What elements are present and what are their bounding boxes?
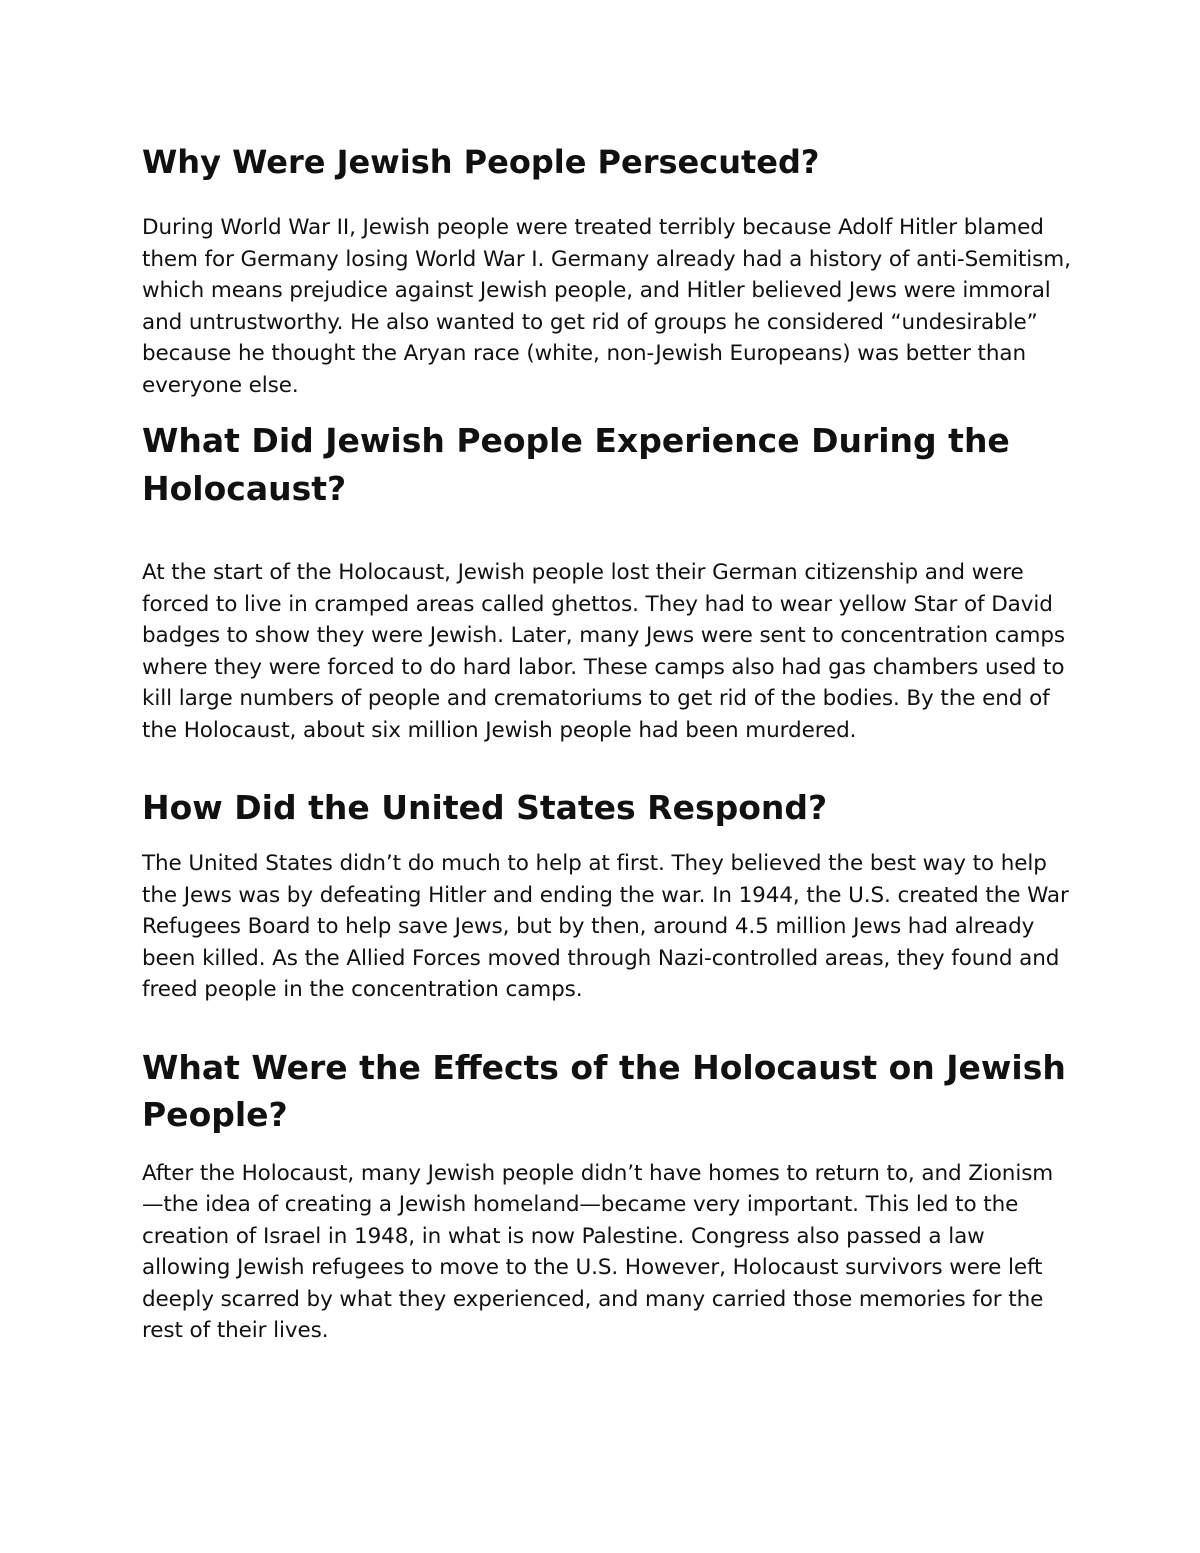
heading-us-response: How Did the United States Respond? bbox=[142, 788, 828, 827]
section-us-response bbox=[142, 786, 1072, 1006]
section-experience bbox=[142, 417, 1072, 746]
document-page bbox=[142, 140, 1072, 1347]
section-persecution bbox=[142, 140, 1072, 401]
paragraph-us-response: The United States didn’t do much to help at first. They believed the best way to help the Jews was by defeating Hitler and ending the war. In 1944, the U.S. created the War Refugees Board to help save Jews, but by then, around 4.5 million Jews had already been killed. As the Allied Forces moved through Nazi-controlled areas, they found and freed people in the concentration camps. bbox=[142, 851, 1069, 1002]
section-effects bbox=[142, 1044, 1072, 1347]
paragraph-experience: At the start of the Holocaust, Jewish people lost their German citizenship and were forced to live in cramped areas called ghettos. They had to wear yellow Star of David badges to show they were Jewish. Later, many Jews were sent to concentration camps where they were forced to do hard labor. These camps also had gas chambers used to kill large numbers of people and crematoriums to get rid of the bodies. By the end of the Holocaust, about six million Jewish people had been murdered. bbox=[142, 560, 1066, 743]
heading-persecution: Why Were Jewish People Persecuted? bbox=[142, 143, 820, 181]
paragraph-persecution: During World War II, Jewish people were treated terribly because Adolf Hitler blamed them for Germany losing World War I. Germany already had a history of anti-Semitism, which means prejudice against Jewish people, and Hitler believed Jews were immoral and untrustworthy. He also wanted to get rid of groups he considered “undesirable” because he thought the Aryan race (white, non-Jewish Europeans) was better than everyone else. bbox=[142, 215, 1071, 398]
heading-effects: What Were the Effects of the Holocaust on Jewish People? bbox=[142, 1047, 1066, 1134]
heading-experience: What Did Jewish People Experience During the Holocaust? bbox=[142, 421, 1010, 508]
paragraph-effects: After the Holocaust, many Jewish people didn’t have homes to return to, and Zionism—the idea of creating a Jewish homeland—became very important. This led to the creation of Israel in 1948, in what is now Palestine. Congress also passed a law allowing Jewish refugees to move to the U.S. However, Holocaust survivors were left deeply scarred by what they experienced, and many carried those memories for the rest of their lives. bbox=[142, 1160, 1054, 1343]
